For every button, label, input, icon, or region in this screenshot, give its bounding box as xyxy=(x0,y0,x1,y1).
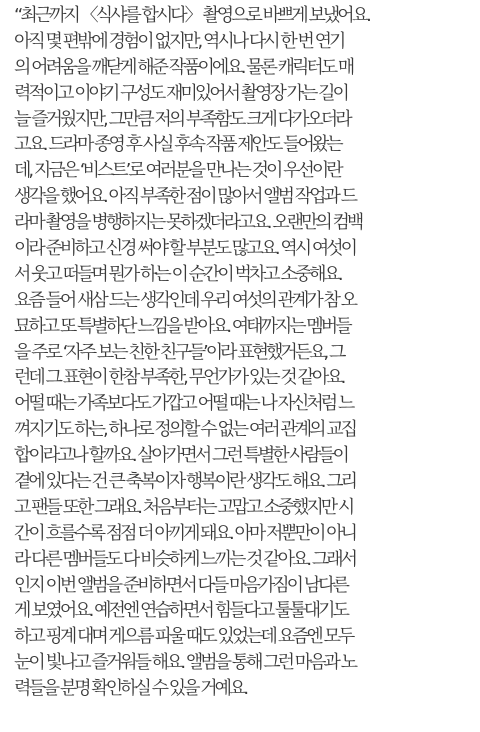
text-line: 하고 핑계 대며 게으름 피울 때도 있었는데 요즘엔 모두 xyxy=(14,626,353,648)
text-line: 라마 촬영을 병행하지는 못하겠더라고요. 오랜만의 컴백 xyxy=(14,212,362,234)
text-line: 늘 즐거웠지만, 그만큼 저의 부족함도 크게 다가오더라 xyxy=(14,108,350,130)
text-line: 아직 몇 편밖에 경험이 없지만, 역시나 다시 한 번 연기 xyxy=(14,30,344,52)
text-line: 고 팬들 또한 그래요. 처음부터는 고맙고 소중했지만 시 xyxy=(14,496,353,518)
text-line: 데, 지금은 ‘비스트’로 여러분을 만나는 것이 우선이란 xyxy=(14,160,341,182)
interview-text xyxy=(14,3,480,702)
text-line: 이라 준비하고 신경 써야 할 부분도 많고요. 역시 여섯이 xyxy=(14,238,356,260)
text-line: 묘하고 또 특별하단 느낌을 받아요. 여태까지는 멤버들 xyxy=(14,315,350,337)
text-line: 합이라고나 할까요. 살아가면서 그런 특별한 사람들이 xyxy=(14,445,347,467)
text-line: 생각을 했어요. 아직 부족한 점이 많아서 앨범 작업과 드 xyxy=(14,186,356,208)
text-line: 껴지기도 하는, 하나로 정의할 수 없는 여러 관계의 교집 xyxy=(14,419,356,441)
text-line: “최근까지 〈식샤를 합시다〉 촬영으로 바쁘게 보냈어요. xyxy=(14,5,369,26)
text-line: 의 어려움을 깨닫게 해준 작품이에요. 물론 캐릭터도 매 xyxy=(14,56,353,78)
text-line: 인지 이번 앨범을 준비하면서 다들 마음가짐이 남다른 xyxy=(14,574,347,596)
text-line: 어떨 때는 가족보다도 가깝고 어떨 때는 나 자신처럼 느 xyxy=(14,393,353,415)
text-line: 력들을 분명 확인하실 수 있을 거예요. xyxy=(14,678,247,700)
text-line: 눈이 빛나고 즐거워들 해요. 앨범을 통해 그런 마음과 노 xyxy=(14,652,356,674)
text-line: 을 주로 ‘자주 보는 친한 친구들’이라 표현했거든요, 그 xyxy=(14,341,344,363)
text-line: 라 다른 멤버들도 다 비슷하게 느끼는 것 같아요. 그래서 xyxy=(14,548,356,570)
text-line: 력적이고 이야기 구성도 재미있어서 촬영장 가는 길이 xyxy=(14,82,347,104)
text-line: 요즘 들어 새삼 드는 생각인데 우리 여섯의 관계가 참 오 xyxy=(14,289,356,311)
text-line: 런데 그 표현이 한참 부족한, 무언가가 있는 것 같아요. xyxy=(14,367,344,389)
text-line: 고요. 드라마 종영 후 사실 후속 작품 제안도 들어왔는 xyxy=(14,134,341,156)
text-line: 간이 흐를수록 점점 더 아끼게 돼요. 아마 저뿐만이 아니 xyxy=(14,522,356,544)
text-line: 게 보였어요. 예전엔 연습하면서 힘들다고 툴툴대기도 xyxy=(14,600,347,622)
text-line: 곁에 있다는 건 큰 축복이자 행복이란 생각도 해요. 그리 xyxy=(14,471,356,493)
text-line: 서 웃고 떠들며 뭔가 하는 이 순간이 벅차고 소중해요. xyxy=(14,263,341,285)
